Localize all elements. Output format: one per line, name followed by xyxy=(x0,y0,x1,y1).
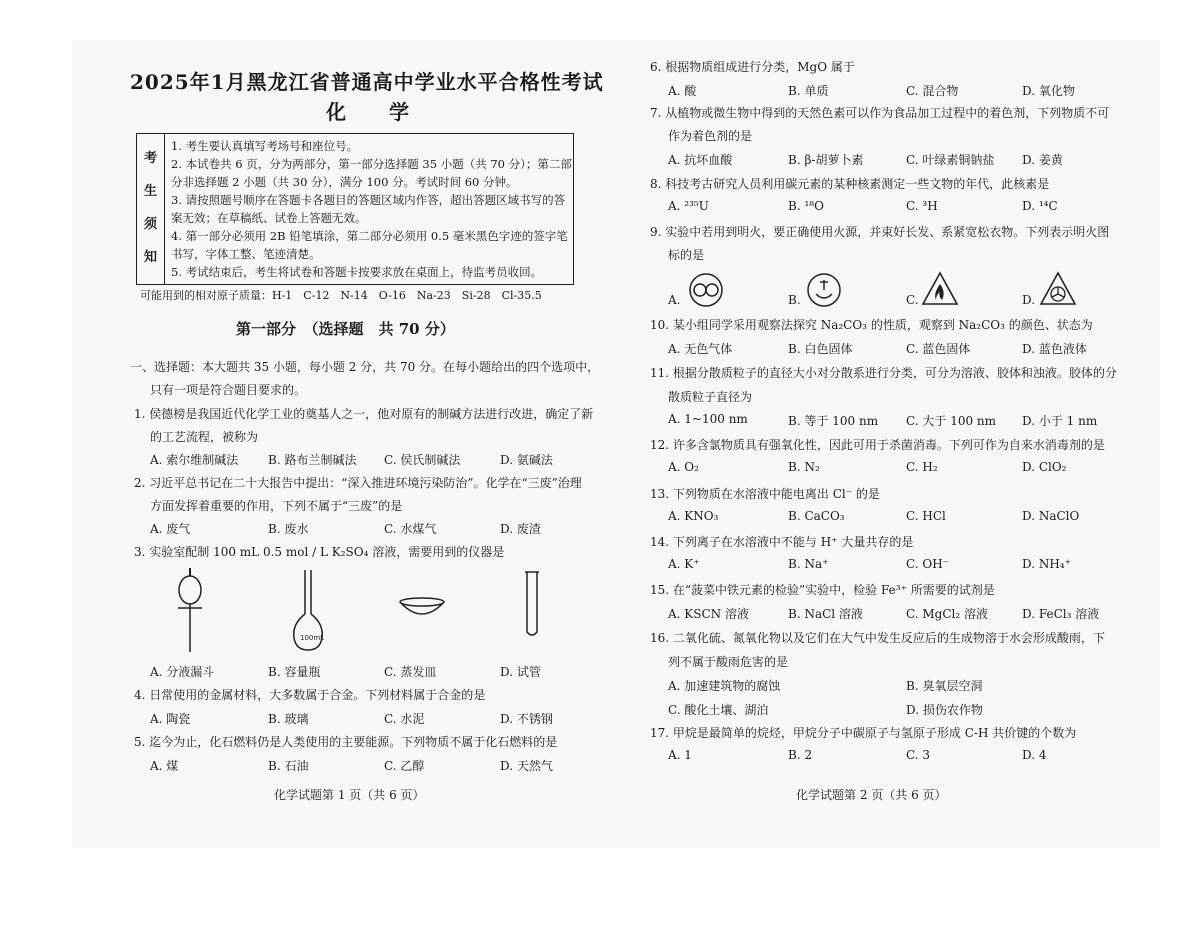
option: A. KSCN 溶液 xyxy=(668,607,749,621)
question-16: 16. 二氧化硫、氮氧化物以及它们在大气中发生反应后的生成物溶于水会形成酸雨，下 xyxy=(650,631,1105,645)
option: C. 蒸发皿 xyxy=(384,665,437,679)
section-title: 第一部分 （选择题 共 70 分） xyxy=(236,320,455,338)
question-4: 4. 日常使用的金属材料，大多数属于合金。下列材料属于合金的是 xyxy=(134,688,486,702)
option: D. 废渣 xyxy=(500,522,541,536)
notice-item: 5. 考试结束后，考生将试卷和答题卡按要求放在桌面上，待监考员收回。 xyxy=(171,265,543,279)
notice-item: 分非选择题 2 小题（共 30 分），满分 100 分。考试时间 60 分钟。 xyxy=(171,175,518,189)
option: C. HCl xyxy=(906,509,946,523)
page-footer-1: 化学试题第 1 页（共 6 页） xyxy=(274,788,425,802)
question-1: 1. 侯德榜是我国近代化学工业的奠基人之一，他对原有的制碱方法进行改进，确定了新 xyxy=(134,407,594,421)
option: D. NaClO xyxy=(1022,509,1080,523)
notice-item: 4. 第一部分必须用 2B 铅笔填涂，第二部分必须用 0.5 毫米黑色字迹的签字笔 xyxy=(171,229,568,243)
option: A. 1 xyxy=(668,748,692,762)
page-footer-2: 化学试题第 2 页（共 6 页） xyxy=(796,788,947,802)
section-intro: 只有一项是符合题目要求的。 xyxy=(150,383,307,397)
option: B. Na⁺ xyxy=(788,557,829,571)
notice-label: 考 生 须 知 xyxy=(137,134,165,284)
option: B. 容量瓶 xyxy=(268,665,321,679)
question-1: 的工艺流程，被称为 xyxy=(150,430,259,444)
option: A. 索尔维制碱法 xyxy=(150,453,239,467)
notice-item: 案无效；在草稿纸、试卷上答题无效。 xyxy=(171,211,367,225)
evaporating-dish-icon xyxy=(398,596,446,620)
question-10: 10. 某小组同学采用观察法探究 Na₂CO₃ 的性质，观察到 Na₂CO₃ 的颜色、状态为 xyxy=(650,318,1093,332)
option: D. 氨碱法 xyxy=(500,453,553,467)
option: C. OH⁻ xyxy=(906,557,950,571)
question-2: 2. 习近平总书记在二十大报告中提出：“深入推进环境污染防治”。化学在“三废”治理 xyxy=(134,476,582,490)
option: C. 3 xyxy=(906,748,931,762)
option: D. xyxy=(1022,293,1036,307)
notice-item: 3. 请按照题号顺序在答题卡各题目的答题区域内作答，超出答题区域书写的答 xyxy=(171,193,566,207)
option: B. 废水 xyxy=(268,522,309,536)
notice-box xyxy=(136,133,574,285)
option: C. 酸化土壤、湖泊 xyxy=(668,703,769,717)
option: B. 石油 xyxy=(268,759,309,773)
option: B. 2 xyxy=(788,748,813,762)
option: A. 无色气体 xyxy=(668,342,733,356)
notice-item: 2. 本试卷共 6 页，分为两部分，第一部分选择题 35 小题（共 70 分）；第二部 xyxy=(171,157,572,171)
option: D. ¹⁴C xyxy=(1022,199,1058,213)
option: D. 不锈钢 xyxy=(500,712,553,726)
option: A. 加速建筑物的腐蚀 xyxy=(668,679,781,693)
option: A. O₂ xyxy=(668,460,699,474)
option: A. 废气 xyxy=(150,522,191,536)
test-tube-icon xyxy=(522,570,542,640)
option: B. N₂ xyxy=(788,460,820,474)
option: A. 陶瓷 xyxy=(150,712,191,726)
option: D. 姜黄 xyxy=(1022,153,1063,167)
option: B. 路布兰制碱法 xyxy=(268,453,357,467)
option: D. NH₄⁺ xyxy=(1022,557,1071,571)
option: C. ³H xyxy=(906,199,938,213)
option: D. FeCl₃ 溶液 xyxy=(1022,607,1100,621)
option: C. 水泥 xyxy=(384,712,425,726)
option: A. K⁺ xyxy=(668,557,700,571)
question-11: 11. 根据分散质粒子的直径大小对分散系进行分类，可分为溶液、胶体和浊液。胶体的分 xyxy=(650,366,1117,380)
option: C. 大于 100 nm xyxy=(906,414,997,428)
subject-title: 化 学 xyxy=(326,100,427,124)
option: A. 分液漏斗 xyxy=(150,665,215,679)
option: D. 试管 xyxy=(500,665,541,679)
hand-wash-icon xyxy=(806,272,842,308)
option: B. 白色固体 xyxy=(788,342,853,356)
question-16: 列不属于酸雨危害的是 xyxy=(668,655,789,669)
option: D. 小于 1 nm xyxy=(1022,414,1098,428)
atomic-masses: 可能用到的相对原子质量：H-1 C-12 N-14 O-16 Na-23 Si-28 Cl-35.5 xyxy=(140,289,542,302)
option: B. 玻璃 xyxy=(268,712,309,726)
open-flame-warning-icon xyxy=(920,270,960,308)
option: B. xyxy=(788,293,801,307)
question-5: 5. 迄今为止，化石燃料仍是人类使用的主要能源。下列物质不属于化石燃料的是 xyxy=(134,735,558,749)
option: C. 乙醇 xyxy=(384,759,425,773)
exhaust-fan-icon xyxy=(1038,270,1078,308)
option: A. ²³⁵U xyxy=(668,199,709,213)
option: D. 氧化物 xyxy=(1022,84,1075,98)
option: C. 蓝色固体 xyxy=(906,342,971,356)
option: D. 4 xyxy=(1022,748,1047,762)
notice-item: 1. 考生要认真填写考场号和座位号。 xyxy=(171,139,359,153)
question-8: 8. 科技考古研究人员利用碳元素的某种核素测定一些文物的年代，此核素是 xyxy=(650,177,1050,191)
question-2: 方面发挥着重要的作用，下列不属于“三废”的是 xyxy=(150,499,403,513)
separatory-funnel-icon xyxy=(172,566,208,654)
option: C. 混合物 xyxy=(906,84,959,98)
question-7: 作为着色剂的是 xyxy=(668,129,753,143)
option: A. 抗坏血酸 xyxy=(668,153,733,167)
exam-title: 2025年1月黑龙江省普通高中学业水平合格性考试 xyxy=(130,70,604,94)
option: A. 1~100 nm xyxy=(668,412,748,426)
svg-text:100mL: 100mL xyxy=(300,634,325,642)
question-17: 17. 甲烷是最简单的烷烃，甲烷分子中碳原子与氢原子形成 C-H 共价键的个数为 xyxy=(650,726,1077,740)
option: B. 单质 xyxy=(788,84,829,98)
option: A. KNO₃ xyxy=(668,509,719,523)
option: B. 等于 100 nm xyxy=(788,414,879,428)
goggles-safety-icon xyxy=(688,272,724,308)
option: B. 臭氧层空洞 xyxy=(906,679,983,693)
question-13: 13. 下列物质在水溶液中能电离出 Cl⁻ 的是 xyxy=(650,487,880,501)
option: C. 水煤气 xyxy=(384,522,437,536)
option: B. CaCO₃ xyxy=(788,509,845,523)
question-15: 15. 在“菠菜中铁元素的检验”实验中，检验 Fe³⁺ 所需要的试剂是 xyxy=(650,583,995,597)
question-11: 散质粒子直径为 xyxy=(668,390,753,404)
question-12: 12. 许多含氯物质具有强氧化性，因此可用于杀菌消毒。下列可作为自来水消毒剂的是 xyxy=(650,438,1105,452)
question-3: 3. 实验室配制 100 mL 0.5 mol / L K₂SO₄ 溶液，需要用到的仪器是 xyxy=(134,545,505,559)
question-14: 14. 下列离子在水溶液中不能与 H⁺ 大量共存的是 xyxy=(650,535,914,549)
question-7: 7. 从植物或微生物中得到的天然色素可以作为食品加工过程中的着色剂，下列物质不可 xyxy=(650,106,1110,120)
option: C. xyxy=(906,293,919,307)
option: A. 酸 xyxy=(668,84,697,98)
option: B. ¹⁸O xyxy=(788,199,824,213)
option: B. NaCl 溶液 xyxy=(788,607,863,621)
option: D. 损伤农作物 xyxy=(906,703,983,717)
option: A. xyxy=(668,293,681,307)
question-9: 标的是 xyxy=(668,248,705,262)
question-6: 6. 根据物质组成进行分类，MgO 属于 xyxy=(650,60,855,74)
option: C. H₂ xyxy=(906,460,938,474)
volumetric-flask-icon xyxy=(290,566,326,654)
option: B. β-胡萝卜素 xyxy=(788,153,864,167)
notice-item: 书写，字体工整、笔迹清楚。 xyxy=(171,247,321,261)
section-intro: 一、选择题：本大题共 35 小题，每小题 2 分，共 70 分。在每小题给出的四个选项中， xyxy=(130,360,600,374)
option: C. MgCl₂ 溶液 xyxy=(906,607,988,621)
option: D. 天然气 xyxy=(500,759,553,773)
option: A. 煤 xyxy=(150,759,179,773)
option: D. 蓝色液体 xyxy=(1022,342,1087,356)
option: D. ClO₂ xyxy=(1022,460,1067,474)
question-9: 9. 实验中若用到明火，要正确使用火源，并束好长发、系紧宽松衣物。下列表示明火图 xyxy=(650,225,1110,239)
option: C. 叶绿素铜钠盐 xyxy=(906,153,995,167)
option: C. 侯氏制碱法 xyxy=(384,453,461,467)
